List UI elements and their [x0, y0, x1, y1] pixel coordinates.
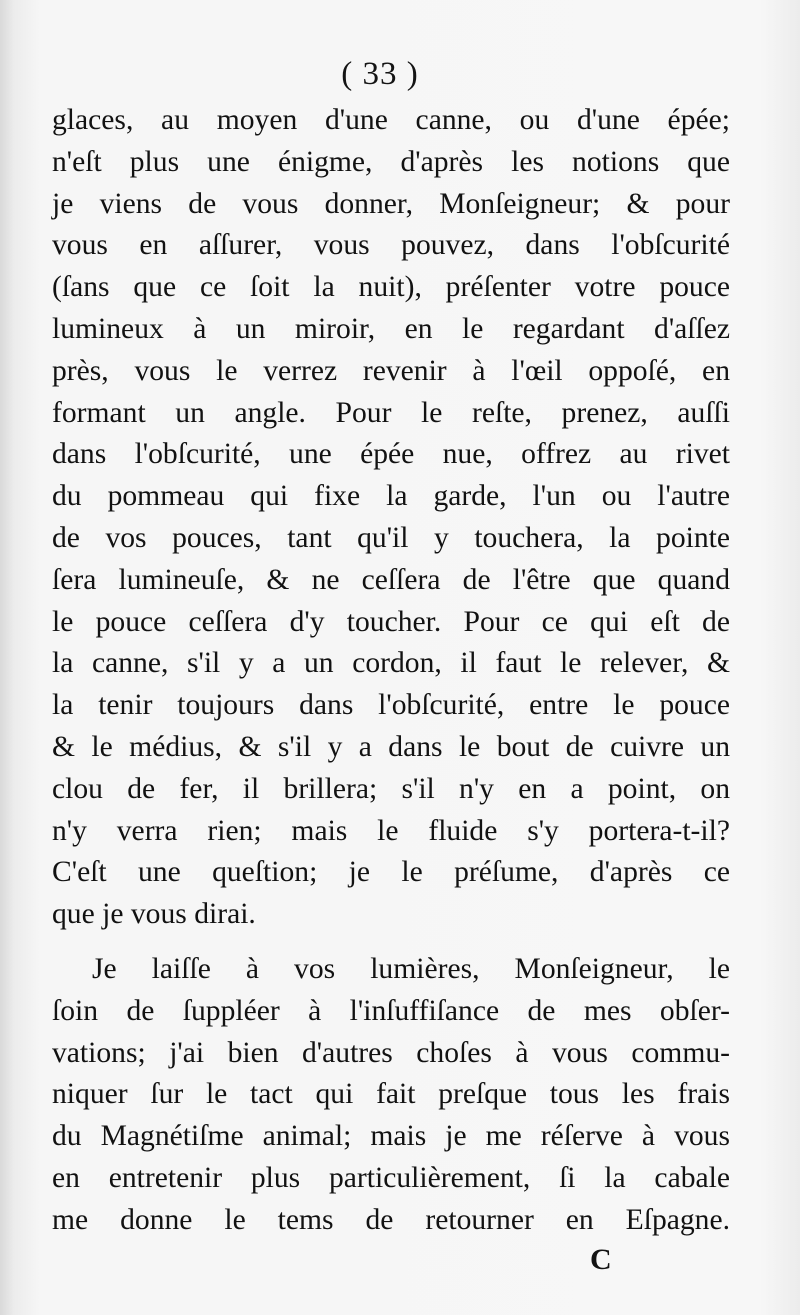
text-line: Je laiſſe à vos lumières, Monſeigneur, le: [92, 952, 730, 985]
text-line: clou de fer, il brillera; s'il n'y en a point, on: [52, 772, 730, 805]
text-line: ſoin de ſuppléer à l'inſuffiſance de mes obſer-: [52, 994, 730, 1027]
text-line: C'eſt une queſtion; je le préſume, d'après ce: [52, 856, 730, 889]
text-line: de vos pouces, tant qu'il y touchera, la pointe: [52, 521, 730, 554]
text-line: niquer ſur le tact qui fait preſque tous les frais: [52, 1078, 730, 1111]
text-line: vous en aſſurer, vous pouvez, dans l'obſcurité: [52, 229, 730, 262]
text-line: en entretenir plus particulièrement, ſi la cabale: [52, 1161, 730, 1194]
text-line: la canne, s'il y a un cordon, il faut le relever, &: [52, 647, 730, 680]
text-line: le pouce ceſſera d'y toucher. Pour ce qui eſt de: [52, 605, 730, 638]
body-text: [52, 100, 730, 1242]
text-line: je viens de vous donner, Monſeigneur; & pour: [52, 187, 730, 220]
text-line: n'y verra rien; mais le fluide s'y portera-t-il?: [52, 814, 730, 847]
page-number: ( 33 ): [341, 56, 419, 92]
signature-mark: C: [590, 1243, 612, 1276]
text-line: n'eſt plus une énigme, d'après les notions que: [52, 145, 730, 178]
text-line: du Magnétiſme animal; mais je me réſerve à vous: [52, 1120, 730, 1153]
text-line: me donne le tems de retourner en Eſpagne.: [52, 1203, 730, 1236]
text-line: (ſans que ce ſoit la nuit), préſenter votre pouce: [52, 271, 730, 304]
text-line: du pommeau qui fixe la garde, l'un ou l'autre: [52, 480, 730, 513]
text-line: ſera lumineuſe, & ne ceſſera de l'être que quand: [52, 563, 730, 596]
text-line: près, vous le verrez revenir à l'œil oppoſé, en: [52, 354, 730, 387]
text-line: dans l'obſcurité, une épée nue, offrez au rivet: [52, 438, 730, 471]
text-line: lumineux à un miroir, en le regardant d'aſſez: [52, 312, 730, 345]
text-line: que je vous dirai.: [52, 898, 256, 931]
paragraph-gap: [52, 936, 730, 949]
text-line: glaces, au moyen d'une canne, ou d'une épée;: [52, 104, 730, 136]
text-line: la tenir toujours dans l'obſcurité, entre le pouce: [52, 689, 730, 722]
text-line: & le médius, & s'il y a dans le bout de cuivre un: [52, 730, 730, 763]
text-line: formant un angle. Pour le reſte, prenez, auſſi: [52, 396, 730, 429]
text-line: vations; j'ai bien d'autres choſes à vous commu-: [52, 1036, 730, 1069]
